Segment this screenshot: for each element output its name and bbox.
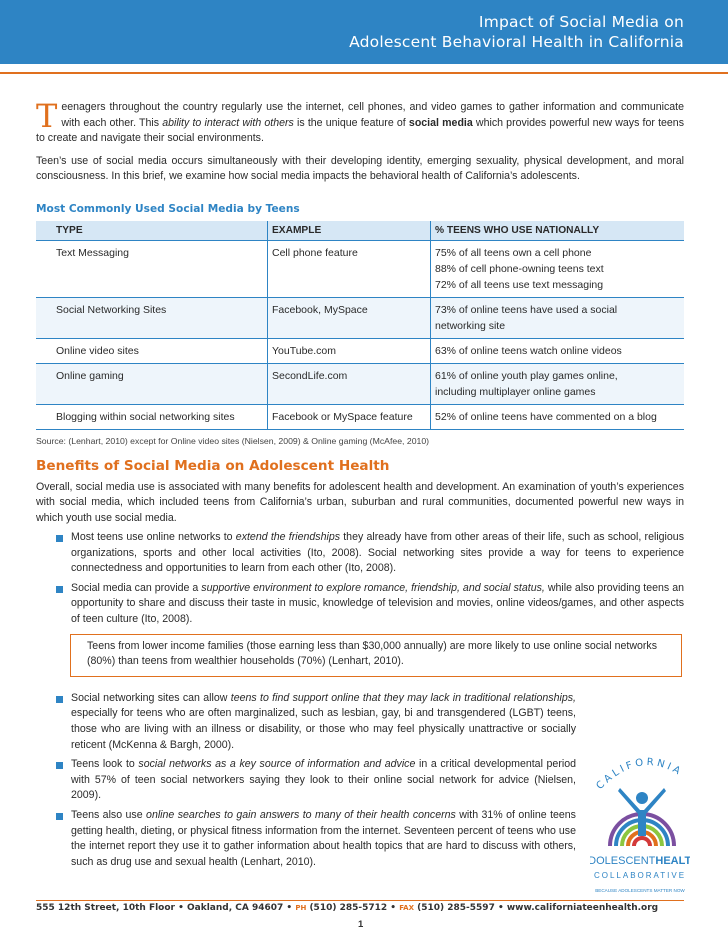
benefit-bullet [36, 757, 576, 804]
intro-strong: social media [408, 116, 473, 129]
type-cell: Social Networking Sites [36, 297, 268, 338]
logo-wordmark: DOLESCENTHEALT [590, 855, 690, 867]
logo-tagline: BECAUSE ADOLESCENTS MATTER NOW [595, 888, 685, 893]
usage-cell [431, 240, 685, 297]
table-row [36, 338, 684, 363]
phone-label: PH [295, 904, 307, 912]
table-source: Source: (Lenhart, 2010) except for Online video sites (Nielsen, 2009) & Online gaming (McAfee, 2010) [36, 435, 430, 446]
logo-arc-text: CALIFORNIA [594, 756, 685, 792]
usage-cell [431, 363, 685, 404]
usage-line: networking site [435, 319, 506, 332]
benefits-list-a [36, 530, 684, 628]
adolescent-health-logo [590, 750, 690, 912]
bullet-emphasis: extend the friendships [235, 531, 341, 543]
bullet-emphasis: online searches to gain answers to many of their health concerns [146, 808, 456, 821]
table-row [36, 404, 684, 429]
footer-fax-and-url: (510) 285-5597 • www.californiateenhealth.org [413, 903, 659, 913]
benefit-bullet [36, 581, 684, 628]
usage-line: 73% of online teens have used a social [435, 303, 618, 316]
bullet-square-icon [56, 535, 63, 542]
footer-contact [36, 903, 658, 913]
usage-line: 88% of cell phone-owning teens text [435, 262, 604, 275]
fax-label: FAX [399, 904, 414, 912]
benefit-bullet [36, 691, 576, 753]
example-cell: Cell phone feature [268, 240, 431, 297]
bullet-text: while also providing teens an opportunity to share and discuss their taste in music, knowledge of television and movies, online videos/games, and other aspects of teen culture (Ito, 2008). [71, 581, 684, 625]
intro-emphasis: ability to interact with others [162, 116, 294, 129]
table-heading: Most Commonly Used Social Media by Teens [36, 202, 300, 215]
intro-text: is the unique feature of [293, 116, 409, 129]
benefits-list-b [36, 691, 576, 871]
intro-paragraph-2: Teen’s use of social media occurs simultaneously with their developing identity, emerging sexuality, physical development, and moral consciousness. In this brief, we examine how social media impacts the behavioral health of California’s adolescents. [36, 154, 684, 182]
bullet-text: Teens also use [71, 808, 147, 821]
column-header: % TEENS WHO USE NATIONALLY [431, 221, 685, 241]
logo-graphic [590, 750, 690, 912]
bullet-text: they already have from other areas of their life, such as school, religious organizations, sports and other local activities (Ito, 2008). Social networking sites provide a way for teens to experience connectedness and opportunities to learn from each other (Ito, 2008). [71, 531, 684, 575]
title-line-2: Adolescent Behavioral Health in California [349, 33, 684, 51]
usage-line: 52% of online teens have commented on a blog [435, 410, 657, 423]
benefits-heading: Benefits of Social Media on Adolescent Health [36, 457, 390, 474]
usage-cell [431, 297, 685, 338]
usage-line: 72% of all teens use text messaging [435, 278, 604, 291]
bullet-square-icon [56, 762, 63, 769]
footer-address: 555 12th Street, 10th Floor • Oakland, CA 94607 • [36, 903, 296, 913]
bullet-square-icon [56, 586, 63, 593]
type-cell: Online video sites [36, 338, 268, 363]
bullet-square-icon [56, 696, 63, 703]
page-number: 1 [358, 919, 364, 930]
example-cell: Facebook or MySpace feature [268, 404, 431, 429]
bullet-text: Teens look to [71, 758, 139, 771]
table-row [36, 240, 684, 297]
example-cell: SecondLife.com [268, 363, 431, 404]
type-cell: Blogging within social networking sites [36, 404, 268, 429]
column-header: EXAMPLE [268, 221, 431, 241]
usage-line: 63% of online teens watch online videos [435, 344, 622, 357]
bullet-emphasis: supportive environment to explore romance, friendship, and social status, [201, 581, 545, 594]
dropcap: T [36, 97, 58, 135]
page-title [349, 12, 684, 52]
logo-collaborative: COLLABORATIVE [593, 871, 687, 880]
bullet-emphasis: teens to find support online that they may lack in traditional relationships, [230, 691, 576, 704]
usage-line: 75% of all teens own a cell phone [435, 246, 592, 259]
income-callout: Teens from lower income families (those earning less than $30,000 annually) are more likely to use online social networks (80%) than teens from wealthier households (70%) (Lenhart, 2010). [70, 634, 682, 677]
bullet-text: especially for teens who are often marginalized, such as lesbian, gay, bi and transgendered (LGBT) teens, those who are living with an illness or disability, or those who may feel physically unattractive or socially reticent (McKenna & Bargh, 2000). [71, 707, 576, 751]
benefit-bullet [36, 808, 576, 870]
usage-cell [431, 338, 685, 363]
bullet-text: with 31% of online teens getting health, dieting, or physical fitness information from the internet. Seventeen percent of teens who use the internet report they use it to gather information about health topics that are hard to discuss with others, such as drug use and sexual health (Lenhart, 2010). [71, 808, 576, 868]
social-media-table [36, 221, 684, 430]
footer-phone: (510) 285-5712 • [306, 903, 400, 913]
table-body [36, 240, 684, 429]
intro-paragraph-1 [36, 97, 685, 147]
example-cell: YouTube.com [268, 338, 431, 363]
intro-text: which provides powerful new ways for teens to create and navigate their social environments. [36, 116, 685, 144]
footer-line [36, 900, 684, 901]
example-cell: Facebook, MySpace [268, 297, 431, 338]
table-row [36, 363, 684, 404]
header-accent-line [0, 72, 728, 74]
usage-line: 61% of online youth play games online, [435, 369, 618, 382]
benefits-intro: Overall, social media use is associated with many benefits for adolescent health and development. An examination of youth’s experiences with social media, which included teens from California’s urban, suburban and rural communities, documented powerful new ways in which youth use social media. [36, 480, 684, 524]
bullet-text: Most teens use online networks to [71, 531, 236, 543]
title-line-1: Impact of Social Media on [478, 13, 684, 31]
usage-line: including multiplayer online games [435, 385, 596, 398]
type-cell: Online gaming [36, 363, 268, 404]
bullet-square-icon [56, 813, 63, 820]
benefit-bullet [36, 530, 684, 577]
bullet-text: in a critical developmental period with 57% of teen social networkers saying they look to their online social network for advice (Nielsen, 2009). [71, 758, 576, 802]
usage-cell [431, 404, 685, 429]
table-row [36, 297, 684, 338]
bullet-emphasis: social networks as a key source of information and advice [138, 758, 416, 771]
type-cell: Text Messaging [36, 240, 268, 297]
column-header: TYPE [36, 221, 268, 241]
content [36, 97, 685, 870]
bullet-text: Social media can provide a [71, 581, 202, 594]
intro-text: eenagers throughout the country regularly use the internet, cell phones, and video games to gather information and communicate with each other. This [61, 101, 684, 129]
bullet-text: Social networking sites can allow [71, 691, 231, 704]
table-header-row [36, 221, 684, 241]
